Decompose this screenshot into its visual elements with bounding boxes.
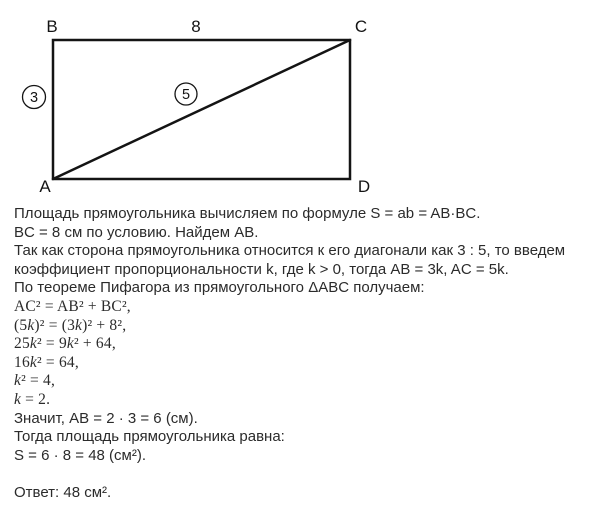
solution-line: S = 6 · 8 = 48 (см²). (14, 446, 147, 464)
diagonal-ac-line (53, 40, 350, 179)
solution-line: По теореме Пифагора из прямоугольного ΔABC получаем: (14, 279, 425, 297)
equation-line: k = 2. (14, 390, 51, 408)
blank-line (14, 465, 565, 484)
vertex-label-a: A (39, 177, 51, 196)
vertex-label-c: C (354, 17, 368, 36)
solution-line: Значит, AB = 2 · 3 = 6 (см). (14, 409, 198, 427)
equation-line: 16k² = 64, (14, 353, 79, 371)
equation-line: AC² = AB² + BC², (14, 297, 131, 315)
solution-line: Тогда площадь прямоугольника равна: (14, 428, 285, 446)
vertex-label-b: B (46, 17, 58, 36)
solution-line: Площадь прямоугольника вычисляем по формуле S = ab = AB·BC. (14, 205, 481, 222)
side-ratio-label: 3 (29, 90, 39, 106)
equation-line: k² = 4, (14, 372, 56, 390)
answer-line: Ответ: 48 см². (14, 483, 112, 501)
rectangle-diagram (0, 0, 400, 205)
solution-line: коэффициент пропорциональности k, где k > 0, тогда AB = 3k, AC = 5k. (14, 260, 509, 278)
vertex-label-d: D (357, 177, 371, 196)
diagonal-ratio-label: 5 (181, 87, 191, 103)
top-side-length-label: 8 (191, 17, 201, 36)
solution-line: BC = 8 см по условию. Найдем AB. (14, 223, 259, 241)
equation-line: (5k)² = (3k)² + 8², (14, 316, 127, 334)
solution-line: Так как сторона прямоугольника относится к его диагонали как 3 : 5, то введем (14, 242, 566, 260)
solution-text-block (14, 205, 565, 503)
equation-line: 25k² = 9k² + 64, (14, 335, 116, 353)
